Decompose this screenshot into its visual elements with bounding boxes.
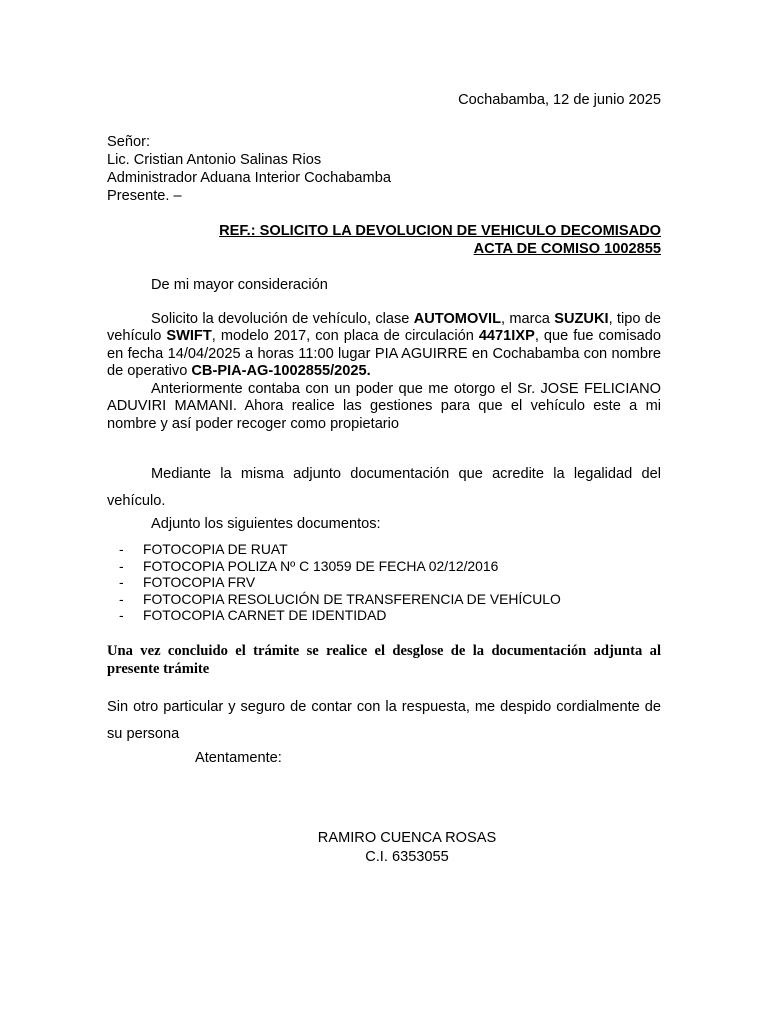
list-marker: -: [119, 574, 124, 590]
list-marker: -: [119, 607, 124, 623]
list-item: - FOTOCOPIA POLIZA Nº C 13059 DE FECHA 02/12/2016: [119, 557, 499, 574]
reference-line-1: REF.: SOLICITO LA DEVOLUCION DE VEHICULO DECOMISADO: [219, 223, 661, 239]
salutation: Señor:: [107, 134, 150, 150]
presente: Presente. –: [107, 188, 182, 204]
list-marker: -: [119, 557, 124, 574]
list-item: - FOTOCOPIA CARNET DE IDENTIDAD: [119, 607, 387, 623]
operation-name: CB-PIA-AG-1002855/2025.: [191, 363, 371, 380]
greeting: De mi mayor consideración: [151, 277, 328, 293]
paragraph-vehicle-request: Solicito la devolución de vehículo, clase AUTOMOVIL, marca SUZUKI, tipo de vehículo SWIFT, modelo 2017, con placa de circulación 4471IXP, que fue comisado en fecha 14/04/2025 a horas 11:00 lugar PIA AGUIRRE en Cochabamba con nombre de operativo CB-PIA-AG-1002855/2025.: [107, 311, 661, 380]
paragraph-power-of-attorney: Anteriormente contaba con un poder que me otorgo el Sr. JOSE FELICIANO ADUVIRI MAMANI. Ahora realice las gestiones para que el vehículo este a mi nombre y así poder recoger como propietario: [107, 381, 661, 432]
vehicle-brand: SUZUKI: [554, 311, 609, 327]
recipient-position: Administrador Aduana Interior Cochabamba: [107, 170, 391, 186]
paragraph-documentation: Mediante la misma adjunto documentación que acredite la legalidad del vehículo.: [107, 466, 661, 509]
documents-list: [107, 541, 561, 624]
attachments-intro: Adjunto los siguientes documentos:: [151, 516, 381, 532]
list-marker: -: [119, 590, 124, 607]
signature-name: RAMIRO CUENCA ROSAS: [317, 830, 497, 846]
signature-ci: C.I. 6353055: [365, 849, 449, 865]
list-item: - FOTOCOPIA DE RUAT: [119, 541, 288, 557]
vehicle-plate: 4471IXP: [478, 328, 535, 345]
list-marker: -: [119, 541, 124, 557]
closing-paragraph: Sin otro particular y seguro de contar con la respuesta, me despido cordialmente de su persona: [107, 699, 661, 742]
note-paragraph: Una vez concluido el trámite se realice el desglose de la documentación adjunta al presente trámite: [107, 643, 661, 677]
reference-line-2: ACTA DE COMISO 1002855: [473, 241, 661, 257]
atentamente: Atentamente:: [195, 750, 282, 766]
recipient-name: Lic. Cristian Antonio Salinas Rios: [107, 152, 322, 168]
date-line: Cochabamba, 12 de junio 2025: [458, 92, 661, 108]
list-item: - FOTOCOPIA RESOLUCIÓN DE TRANSFERENCIA DE VEHÍCULO: [119, 590, 561, 607]
list-item: - FOTOCOPIA FRV: [119, 574, 256, 590]
vehicle-class: AUTOMOVIL: [413, 311, 502, 327]
vehicle-type: SWIFT: [166, 328, 212, 345]
